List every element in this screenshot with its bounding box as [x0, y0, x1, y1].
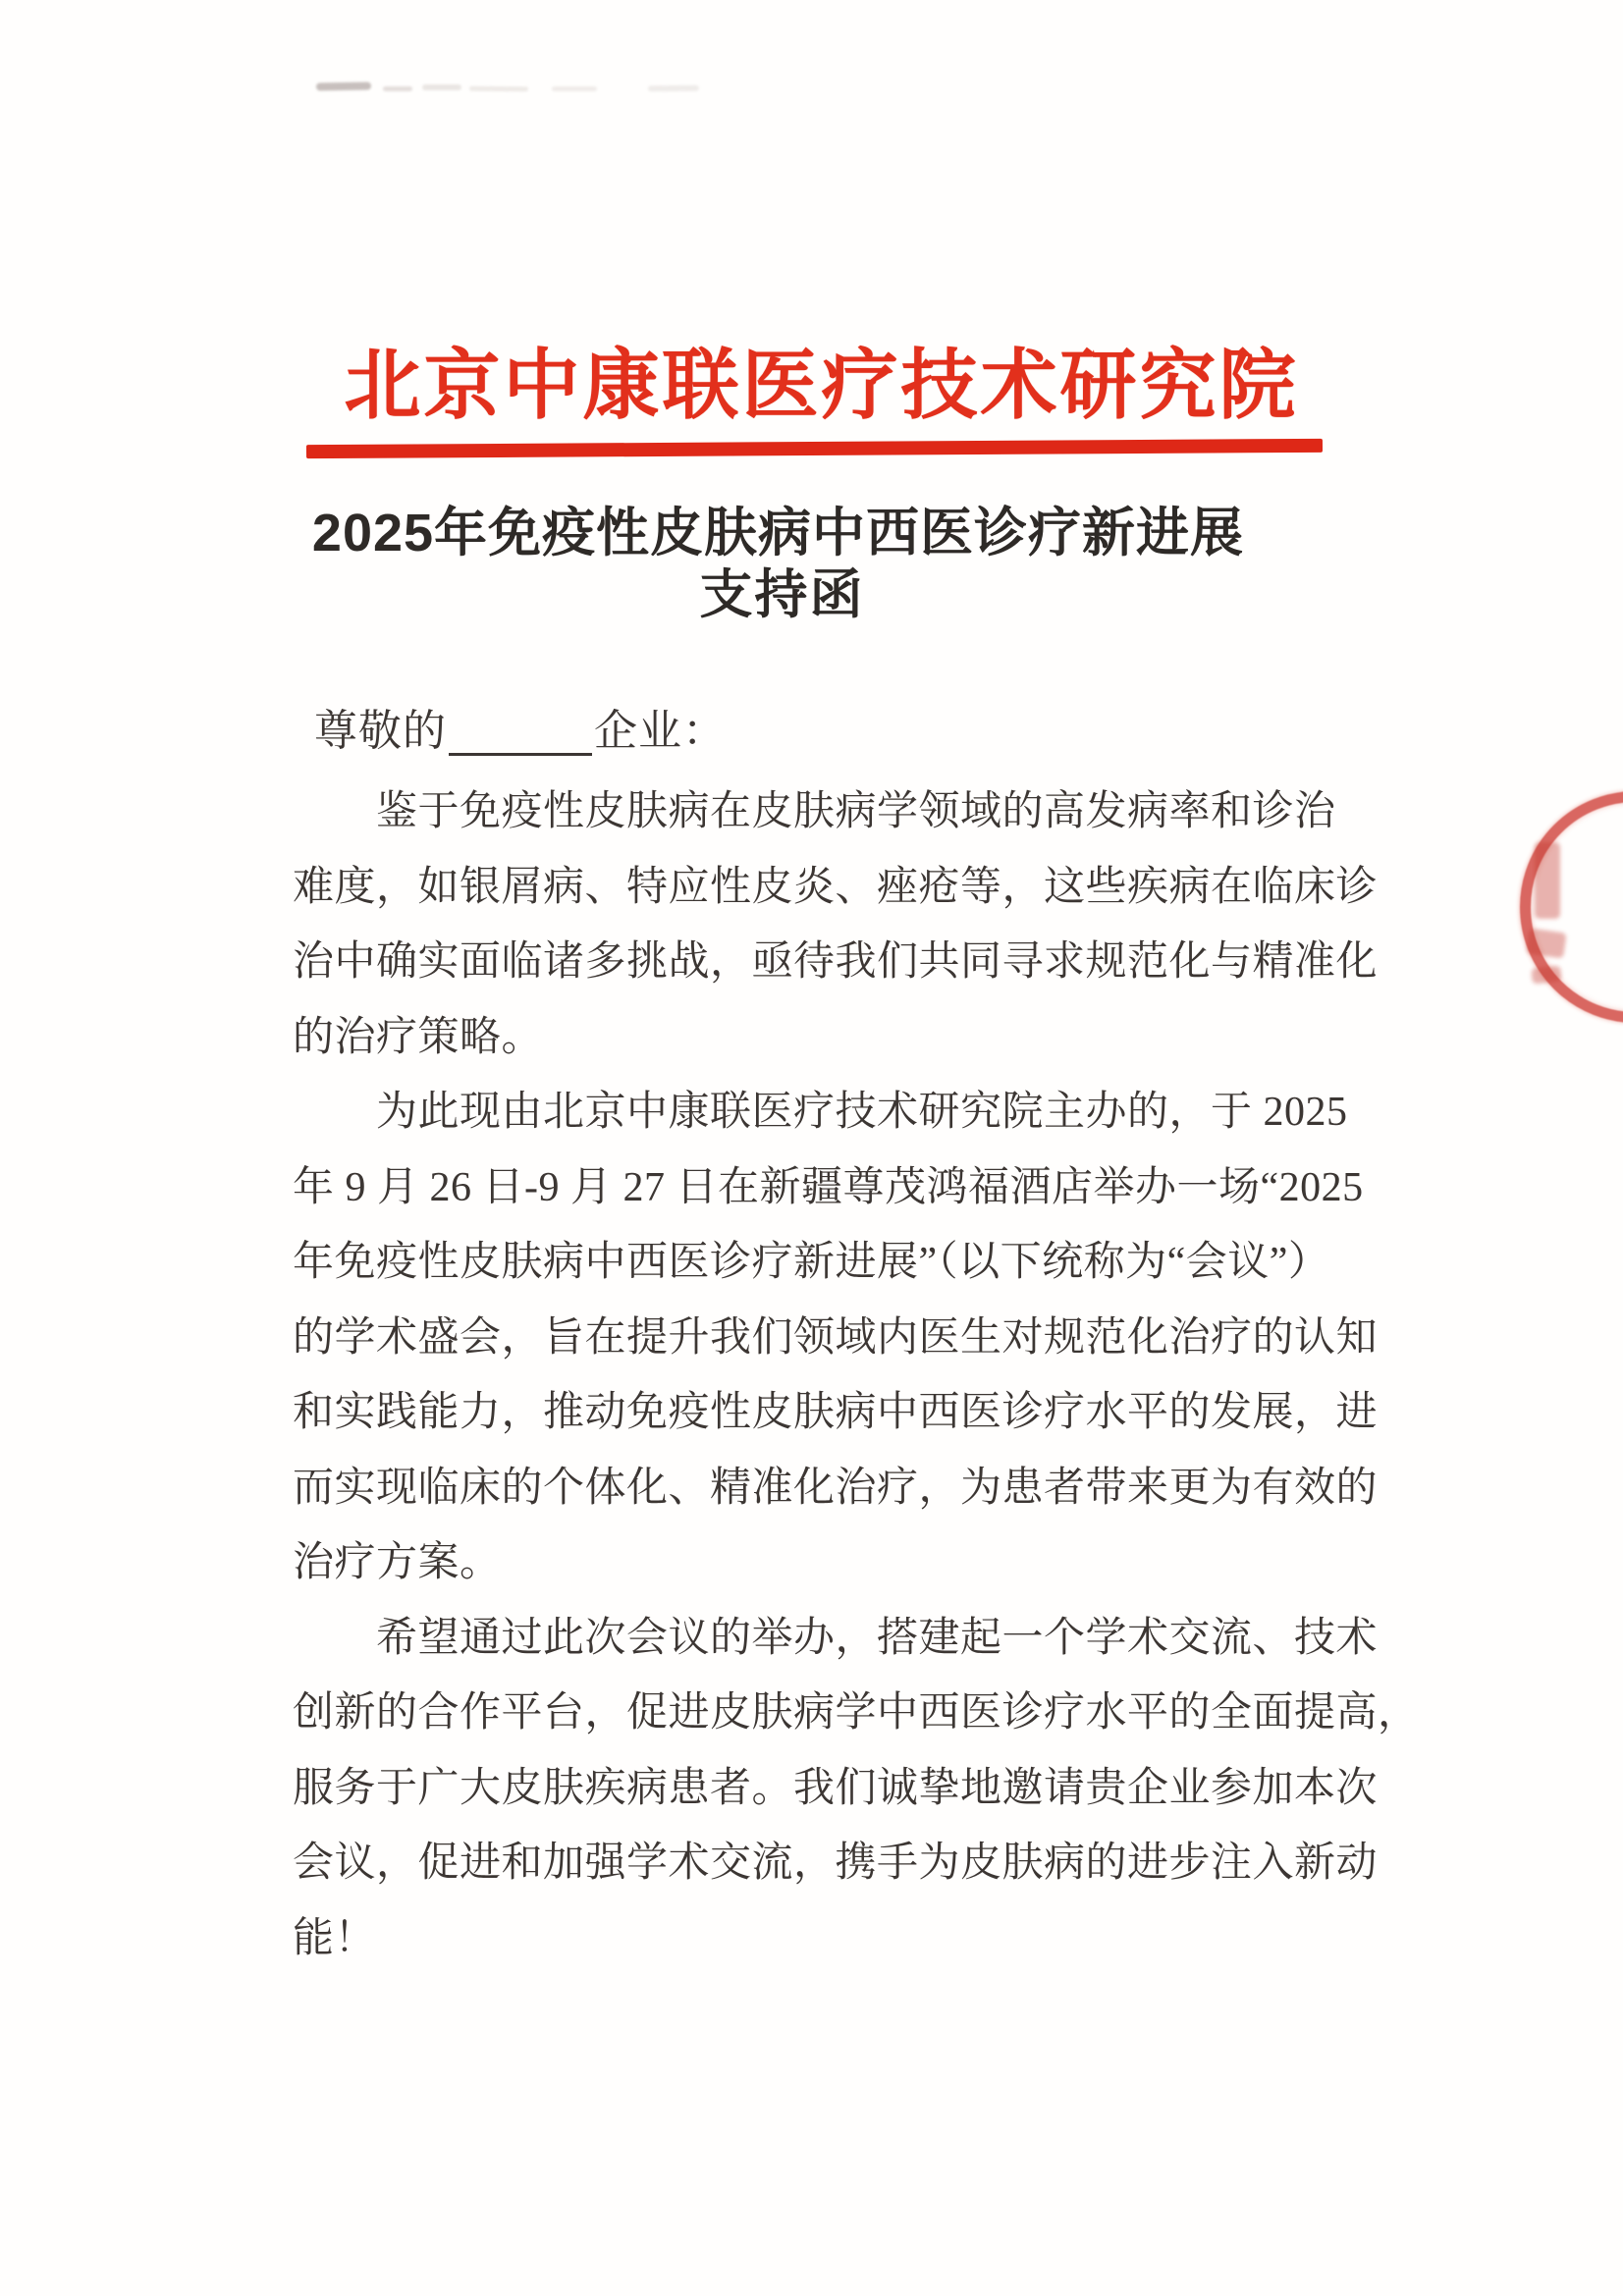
- body-line: 会议，促进和加强学术交流，携手为皮肤病的进步注入新动: [293, 1841, 1379, 1886]
- salutation: [314, 695, 727, 758]
- body-line: 希望通过此次会议的举办，搭建起一个学术交流、技术: [293, 1615, 1379, 1661]
- scan-smudge: [422, 84, 461, 90]
- body-line: 鉴于免疫性皮肤病在皮肤病学领域的高发病率和诊治: [293, 789, 1336, 834]
- body-line: 和实践能力，推动免疫性皮肤病中西医诊疗水平的发展，进: [293, 1390, 1379, 1435]
- body-line: 的学术盛会，旨在提升我们领域内医生对规范化治疗的认知: [293, 1314, 1379, 1361]
- body-line: 年 9 月 26 日-9 月 27 日在新疆尊茂鸿福酒店举办一场“2025: [293, 1164, 1364, 1210]
- letterhead-divider: [306, 439, 1323, 458]
- salutation-blank-line: [449, 708, 592, 756]
- document-subtitle: 支持函: [699, 565, 865, 624]
- scan-smudge: [383, 86, 412, 91]
- body-line: 年免疫性皮肤病中西医诊疗新进展”（以下统称为“会议”）: [293, 1240, 1330, 1285]
- body-line: 难度，如银屑病、特应性皮炎、痤疮等，这些疾病在临床诊: [293, 864, 1379, 910]
- body-line: 的治疗策略。: [293, 1014, 544, 1060]
- red-seal-stamp-mark: [1535, 842, 1560, 919]
- red-seal-stamp-mark: [1531, 965, 1562, 984]
- body-line: 能！: [293, 1915, 377, 1961]
- letterhead-title: 北京中康联医疗技术研究院: [344, 343, 1299, 428]
- red-seal-stamp-mark: [1526, 928, 1566, 958]
- body-line: 而实现临床的个体化、精准化治疗，为患者带来更为有效的: [293, 1465, 1379, 1511]
- scan-smudge: [316, 82, 371, 91]
- document-title: 2025年免疫性皮肤病中西医诊疗新进展: [311, 504, 1245, 562]
- scan-smudge: [552, 86, 597, 91]
- scan-smudge: [469, 86, 528, 92]
- body-line: 为此现由北京中康联医疗技术研究院主办的，于 2025: [293, 1090, 1348, 1135]
- body-line: 治中确实面临诸多挑战，亟待我们共同寻求规范化与精准化: [293, 939, 1379, 985]
- salutation-suffix: 企业：: [594, 707, 727, 755]
- salutation-prefix: 尊敬的: [314, 707, 447, 755]
- body-line: 治疗方案。: [293, 1540, 502, 1585]
- letter-body: [293, 774, 1420, 1976]
- body-line: 创新的合作平台，促进皮肤病学中西医诊疗水平的全面提高，: [293, 1690, 1420, 1735]
- body-line: 服务于广大皮肤疾病患者。我们诚挚地邀请贵企业参加本次: [293, 1765, 1379, 1811]
- scan-smudge: [648, 85, 699, 92]
